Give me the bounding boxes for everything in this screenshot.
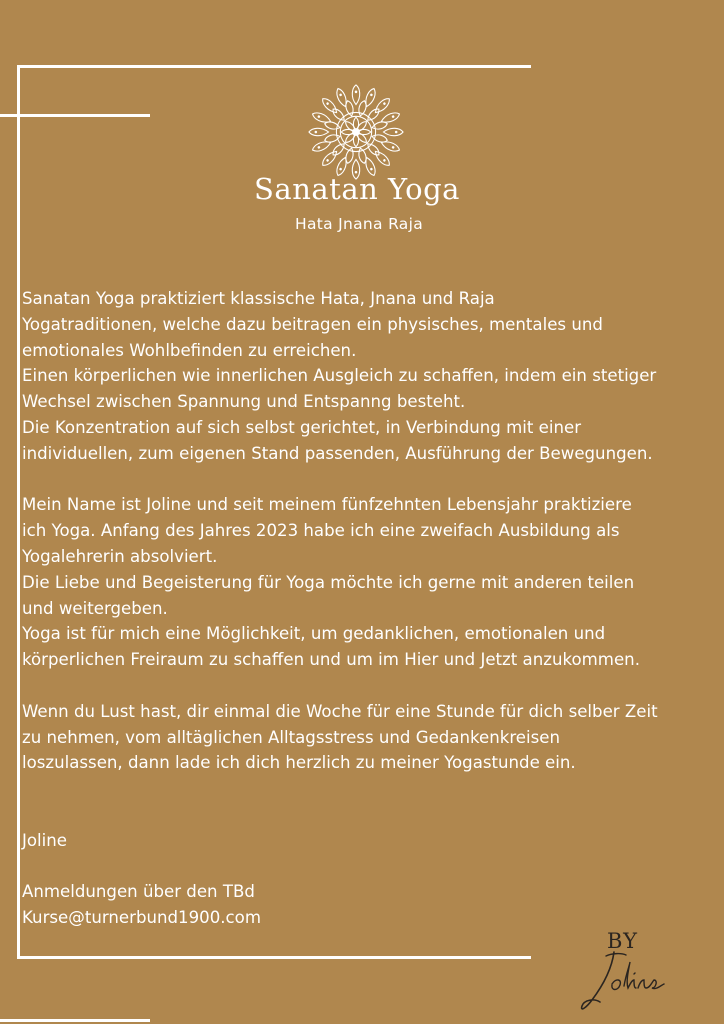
- text-line: Wechsel zwischen Spannung und Entspanng besteht.: [22, 392, 466, 412]
- page-subtitle: Hata Jnana Raja: [294, 215, 424, 233]
- mandala-part: [380, 111, 401, 125]
- mandala-part: [383, 128, 403, 135]
- text-line: loszulassen, dann lade ich dich herzlich zu meiner Yogastunde ein.: [22, 753, 576, 773]
- mandala-part: [383, 102, 387, 106]
- contact-email: Kurse@turnerbund1900.com: [22, 908, 261, 928]
- signature-icon: [574, 922, 684, 1020]
- sign-off-name: Joline: [22, 830, 67, 850]
- svg-text:BY: BY: [607, 929, 638, 953]
- mandala-part: [326, 159, 330, 163]
- text-line: ich Yoga. Anfang des Jahres 2023 habe ich eine zweifach Ausbildung als: [22, 521, 620, 541]
- mandala-part: [352, 85, 359, 105]
- mandala-icon: [307, 83, 405, 181]
- mandala-part: [373, 96, 392, 115]
- frame-bottom-line: [17, 956, 531, 959]
- text-line: individuellen, zum eigenen Stand passenden, Ausführung der Bewegungen.: [22, 443, 653, 463]
- text-line: körperlichen Freiraum zu schaffen und um im Hier und Jetzt anzukommen.: [22, 650, 640, 670]
- mandala-part: [339, 167, 342, 170]
- text-line: Yogatraditionen, welche dazu beitragen ein physisches, mentales und: [22, 314, 603, 334]
- mandala-part: [365, 107, 381, 123]
- mandala-part: [315, 131, 318, 134]
- text-line: und weitergeben.: [22, 598, 168, 618]
- body-text: [22, 286, 712, 931]
- mandala-part: [335, 87, 349, 108]
- mandala-part: [320, 149, 339, 168]
- text-line: zu nehmen, vom alltäglichen Alltagsstress und Gedankenkreisen: [22, 727, 560, 747]
- mandala-part: [309, 128, 329, 135]
- mandala-part: [391, 115, 394, 118]
- invitation-paragraph: [22, 699, 712, 776]
- text-line: Yoga ist für mich eine Möglichkeit, um gedanklichen, emotionalen und: [22, 624, 606, 644]
- text-line: Einen körperlichen wie innerlichen Ausgleich zu schaffen, indem ein stetiger: [22, 366, 657, 386]
- mandala-part: [391, 146, 394, 149]
- mandala-part: [352, 128, 360, 136]
- mandala-part: [311, 111, 332, 125]
- mandala-part: [339, 93, 342, 96]
- mandala-part: [370, 93, 373, 96]
- text-line: Mein Name ist Joline und seit meinem fünfzehnten Lebensjahr praktiziere: [22, 495, 632, 515]
- mandala-part: [380, 139, 401, 153]
- text-line: emotionales Wohlbefinden zu erreichen.: [22, 340, 357, 360]
- text-line: Wenn du Lust hast, dir einmal die Woche für eine Stunde für dich selber Zeit: [22, 701, 658, 721]
- text-line: Yogalehrerin absolviert.: [22, 546, 218, 566]
- mandala-part: [317, 146, 320, 149]
- text-line: Die Konzentration auf sich selbst gerichtet, in Verbindung mit einer: [22, 417, 582, 437]
- frame-accent-line: [0, 114, 150, 117]
- mandala-part: [395, 131, 398, 134]
- mandala-part: [370, 167, 373, 170]
- about-paragraph: [22, 492, 712, 673]
- text-line: Die Liebe und Begeisterung für Yoga möchte ich gerne mit anderen teilen: [22, 572, 635, 592]
- mandala-part: [311, 139, 332, 153]
- mandala-part: [320, 96, 339, 115]
- mandala-part: [383, 159, 387, 163]
- mandala-part: [331, 141, 347, 157]
- mandala-part: [355, 91, 358, 94]
- mandala-part: [317, 115, 320, 118]
- mandala-part: [363, 87, 377, 108]
- intro-paragraph: [22, 286, 712, 467]
- frame-bottom-accent-line: [0, 1019, 150, 1022]
- frame-top-line: [17, 65, 531, 68]
- contact-label: Anmeldungen über den TBd: [22, 882, 255, 902]
- mandala-part: [365, 141, 381, 157]
- mandala-part: [373, 149, 392, 168]
- mandala-part: [326, 102, 330, 106]
- mandala-part: [331, 107, 347, 123]
- page-title: Sanatan Yoga: [254, 172, 460, 206]
- text-line: Sanatan Yoga praktiziert klassische Hata, Jnana und Raja: [22, 289, 495, 308]
